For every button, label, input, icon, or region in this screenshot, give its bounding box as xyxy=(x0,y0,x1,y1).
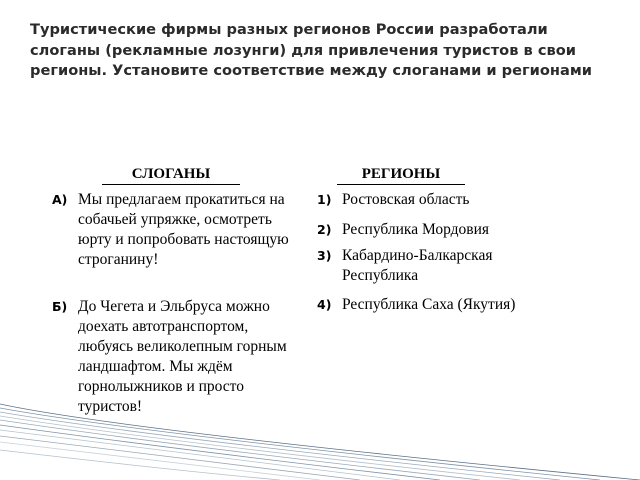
region-text: Кабардино-Балкарская Республика xyxy=(342,247,493,284)
region-text: Ростовская область xyxy=(342,191,470,208)
slogan-text: Мы предлагаем прокатиться на собачьей упряжке, осмотреть юрту и попробовать настоящую строганину! xyxy=(78,191,289,268)
region-marker: 1) xyxy=(317,192,332,207)
slogan-item-b xyxy=(52,297,303,417)
region-marker: 4) xyxy=(317,297,332,312)
slogans-heading: СЛОГАНЫ xyxy=(102,165,240,185)
region-item-2 xyxy=(317,220,532,240)
task-title: Туристические фирмы разных регионов России разработали слоганы (рекламные лозунги) для привлечения туристов в свои регионы. Установите соответствие между слоганами и регионами xyxy=(30,21,592,79)
slogan-text: До Чегета и Эльбруса можно доехать автотранспортом, любуясь великолепным горным ландшафтом. Мы ждём горнолыжников и просто туристов! xyxy=(78,298,287,415)
region-item-4 xyxy=(317,295,532,315)
region-marker: 2) xyxy=(317,222,332,237)
slogan-marker: А) xyxy=(52,192,68,207)
region-item-1 xyxy=(317,190,532,210)
regions-heading: РЕГИОНЫ xyxy=(337,165,465,185)
region-item-3 xyxy=(317,246,532,286)
region-text: Республика Мордовия xyxy=(342,221,490,238)
region-text: Республика Саха (Якутия) xyxy=(342,296,516,313)
slogan-item-a xyxy=(52,190,303,270)
slogan-marker: Б) xyxy=(52,299,68,314)
region-marker: 3) xyxy=(317,248,332,263)
